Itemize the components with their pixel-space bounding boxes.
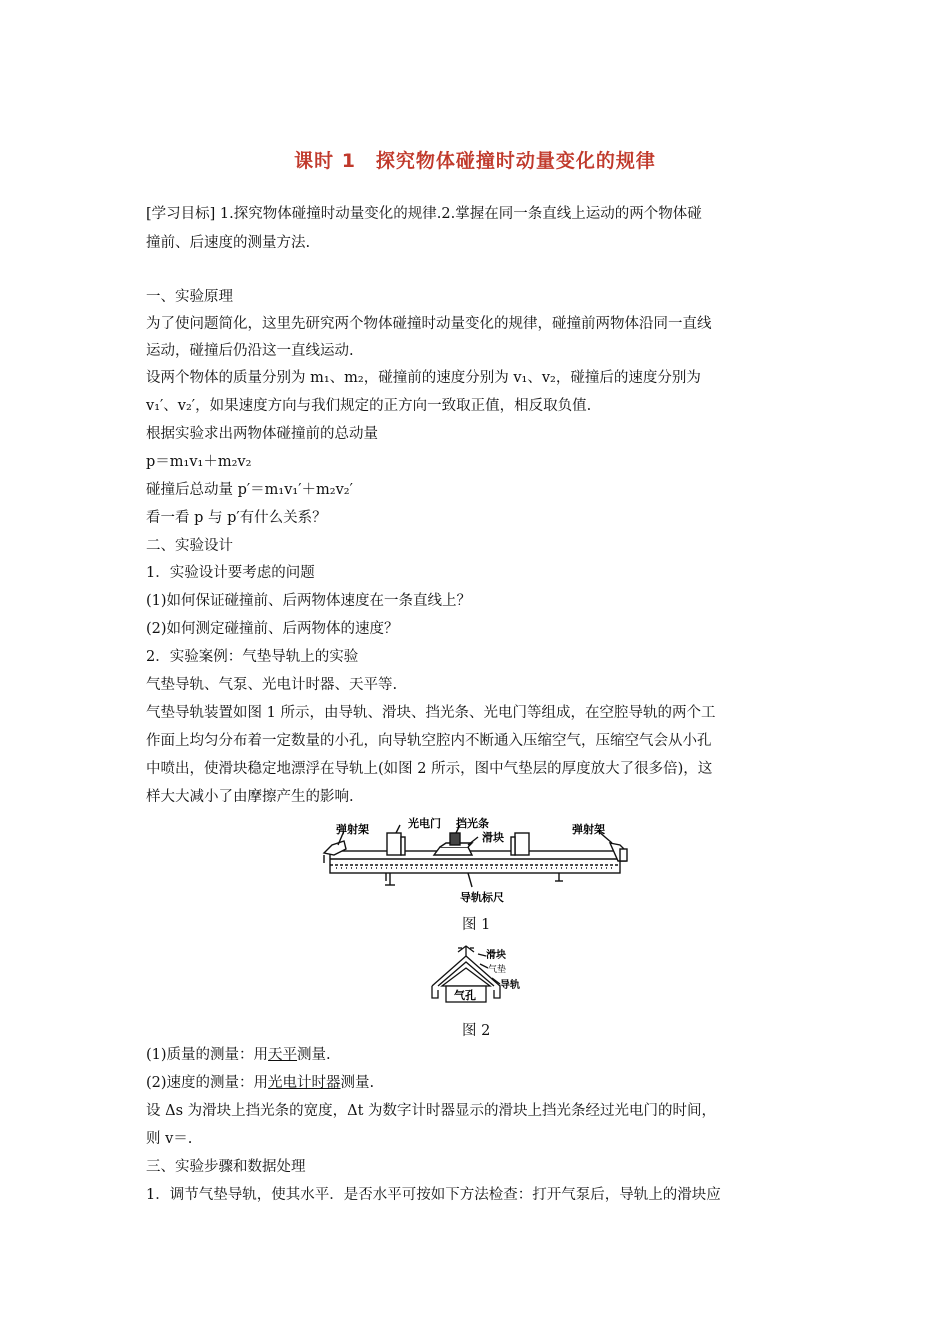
figure-label: 挡光条 <box>456 817 489 830</box>
equation-after: 碰撞后总动量 p′＝m₁v₁′＋m₂v₂′ <box>146 482 353 498</box>
paragraph-line: 根据实验求出两物体碰撞前的总动量 <box>146 426 378 442</box>
text-span: 测量. <box>340 1075 375 1091</box>
paragraph-line: 则 v＝. <box>146 1131 193 1147</box>
figure-caption: 图 1 <box>462 917 491 933</box>
text-span: (1)质量的测量：用 <box>146 1047 269 1063</box>
cross-section-figure <box>428 942 528 1008</box>
paragraph-line: 气垫导轨装置如图 1 所示，由导轨、滑块、挡光条、光电门等组成，在空腔导轨的两个工 <box>146 705 716 721</box>
paragraph-line: 气垫导轨、气泵、光电计时器、天平等. <box>146 677 398 693</box>
paragraph-line: 样大大减小了由摩擦产生的影响. <box>146 789 354 805</box>
figure-label: 光电门 <box>408 817 441 830</box>
paragraph-line: 运动，碰撞后仍沿这一直线运动. <box>146 343 354 359</box>
paragraph-line: 为了使问题简化，这里先研究两个物体碰撞时动量变化的规律，碰撞前两物体沿同一直线 <box>146 316 712 332</box>
list-item: (1)如何保证碰撞前、后两物体速度在一条直线上？ <box>146 593 472 609</box>
question-line: 看一看 p 与 p′有什么关系？ <box>146 510 327 526</box>
section-heading-principle: 一、实验原理 <box>146 289 233 305</box>
underlined-term: 光电计时器 <box>268 1075 341 1091</box>
mass-measurement-line <box>146 1045 331 1065</box>
figure-label: 弹射架 <box>572 823 605 836</box>
underlined-term: 天平 <box>268 1047 298 1063</box>
section-heading-steps: 三、实验步骤和数据处理 <box>146 1159 306 1175</box>
figure-label: 滑块 <box>486 950 506 961</box>
paragraph-line: v₁′、v₂′，如果速度方向与我们规定的正方向一致取正值，相反取负值. <box>146 398 592 414</box>
figure-label: 导轨 <box>500 980 520 991</box>
figure-caption: 图 2 <box>462 1023 491 1039</box>
section-heading-design: 二、实验设计 <box>146 538 233 554</box>
list-item: 1．实验设计要考虑的问题 <box>146 565 315 581</box>
text-span: (2)速度的测量：用 <box>146 1075 269 1091</box>
figure-label: 滑块 <box>482 831 504 844</box>
speed-measurement-line <box>146 1073 374 1093</box>
figure-label: 弹射架 <box>336 823 369 836</box>
equation-before: p＝m₁v₁＋m₂v₂ <box>146 454 252 470</box>
figure-label: 气孔 <box>454 989 476 1002</box>
list-item: 2．实验案例：气垫导轨上的实验 <box>146 649 359 665</box>
page-title: 课时 1 探究物体碰撞时动量变化的规律 <box>294 150 656 172</box>
learning-objectives-line-2: 撞前、后速度的测量方法. <box>146 235 311 251</box>
list-item: (2)如何测定碰撞前、后两物体的速度？ <box>146 621 399 637</box>
paragraph-line: 设两个物体的质量分别为 m₁、m₂，碰撞前的速度分别为 v₁、v₂，碰撞后的速度分别为 <box>146 370 701 386</box>
paragraph-line: 1．调节气垫导轨，使其水平．是否水平可按如下方法检查：打开气泵后，导轨上的滑块应 <box>146 1187 721 1203</box>
figure-label: 导轨标尺 <box>460 891 504 904</box>
air-track-figure <box>322 815 632 907</box>
paragraph-line: 设 Δs 为滑块上挡光条的宽度，Δt 为数字计时器显示的滑块上挡光条经过光电门的时间， <box>146 1103 717 1119</box>
figure-label: 气垫 <box>488 965 507 975</box>
paragraph-line: 中喷出，使滑块稳定地漂浮在导轨上(如图 2 所示，图中气垫层的厚度放大了很多倍)，这 <box>146 761 713 777</box>
learning-objectives-line-1: [学习目标] 1.探究物体碰撞时动量变化的规律.2.掌握在同一条直线上运动的两个物体碰 <box>146 206 702 222</box>
text-span: 测量. <box>297 1047 331 1063</box>
paragraph-line: 作面上均匀分布着一定数量的小孔，向导轨空腔内不断通入压缩空气，压缩空气会从小孔 <box>146 733 712 749</box>
